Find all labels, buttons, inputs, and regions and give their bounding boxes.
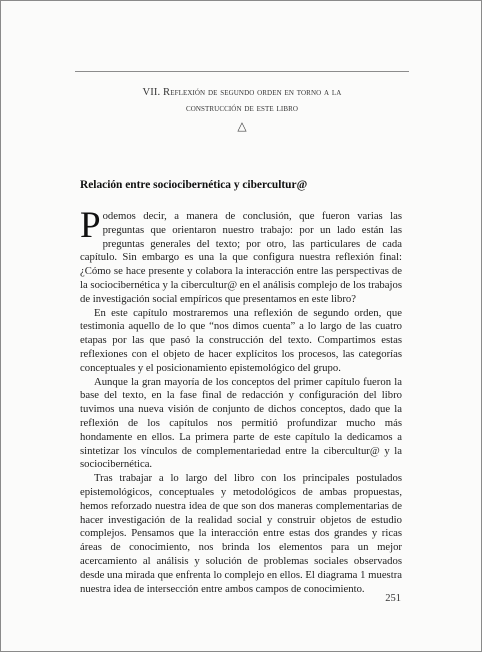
chapter-top-rule: [75, 71, 409, 72]
paragraph-1: [80, 205, 402, 307]
paragraph-4: Tras trabajar a lo largo del libro con los principales postulados epistemológicos, conceptuales y metodológicos de ambas propuestas, hemos reforzado nuestra idea de que son dos maneras complementarias de hacer investigación de la realidad social y construir objetos de estudio complejos. Pensamos que la interacción entre estas dos grandes y ricas áreas de conocimiento, nos brinda los elementos para un mejor acercamiento al análisis y solución de problemas sociales observados desde una mirada que enfrenta lo complejo en ellos. El diagrama 1 muestra nuestra idea de intersección entre ambos campos de conocimiento.: [80, 472, 402, 595]
page-number: 251: [385, 593, 401, 604]
chapter-heading: [61, 85, 423, 117]
body-text: [80, 205, 402, 596]
chapter-title-line-1: VII. Reflexión de segundo orden en torno a la: [142, 87, 342, 98]
chapter-title-line-2: construcción de este libro: [185, 103, 299, 114]
triangle-ornament-icon: △: [237, 119, 247, 133]
paragraph-1-text: odemos decir, a manera de conclusión, que fueron varias las preguntas que orientaron nuestro trabajo: por un lado están las preguntas generales del texto; por otro, las particulares de cada capítulo. Sin embargo es una la que configura nuestra reflexión final: ¿Cómo se hace presente y colabora la interacción entre las perspectivas de la sociocibernética y la cibercultur@ en el análisis complejo de los trabajos de investigación social empíricos que presentamos en este libro?: [80, 210, 402, 305]
drop-cap: P: [80, 205, 101, 246]
section-title: Relación entre sociocibernética y cibercultur@: [80, 179, 308, 191]
paragraph-2: En este capítulo mostraremos una reflexión de segundo orden, que testimonia aquello de lo que “nos dimos cuenta” a lo largo de las cuatro etapas por las que pasó la construcción del texto. Compartimos estas reflexiones con el objeto de hacer explícitos los procesos, las categorías conceptuales y el posicionamiento epistemológico del grupo.: [80, 306, 402, 374]
paragraph-3: Aunque la gran mayoría de los conceptos del primer capítulo fueron la base del texto, en la fase final de redacción y configuración del libro tuvimos una nueva visión de conjunto de dichos conceptos, dado que la reflexión de los capítulos nos permitió profundizar mucho más hondamente en ellos. La primera parte de este capítulo la dedicamos a sintetizar los vínculos de complementariedad entre la cibercultur@ y la sociocibernética.: [80, 375, 402, 471]
